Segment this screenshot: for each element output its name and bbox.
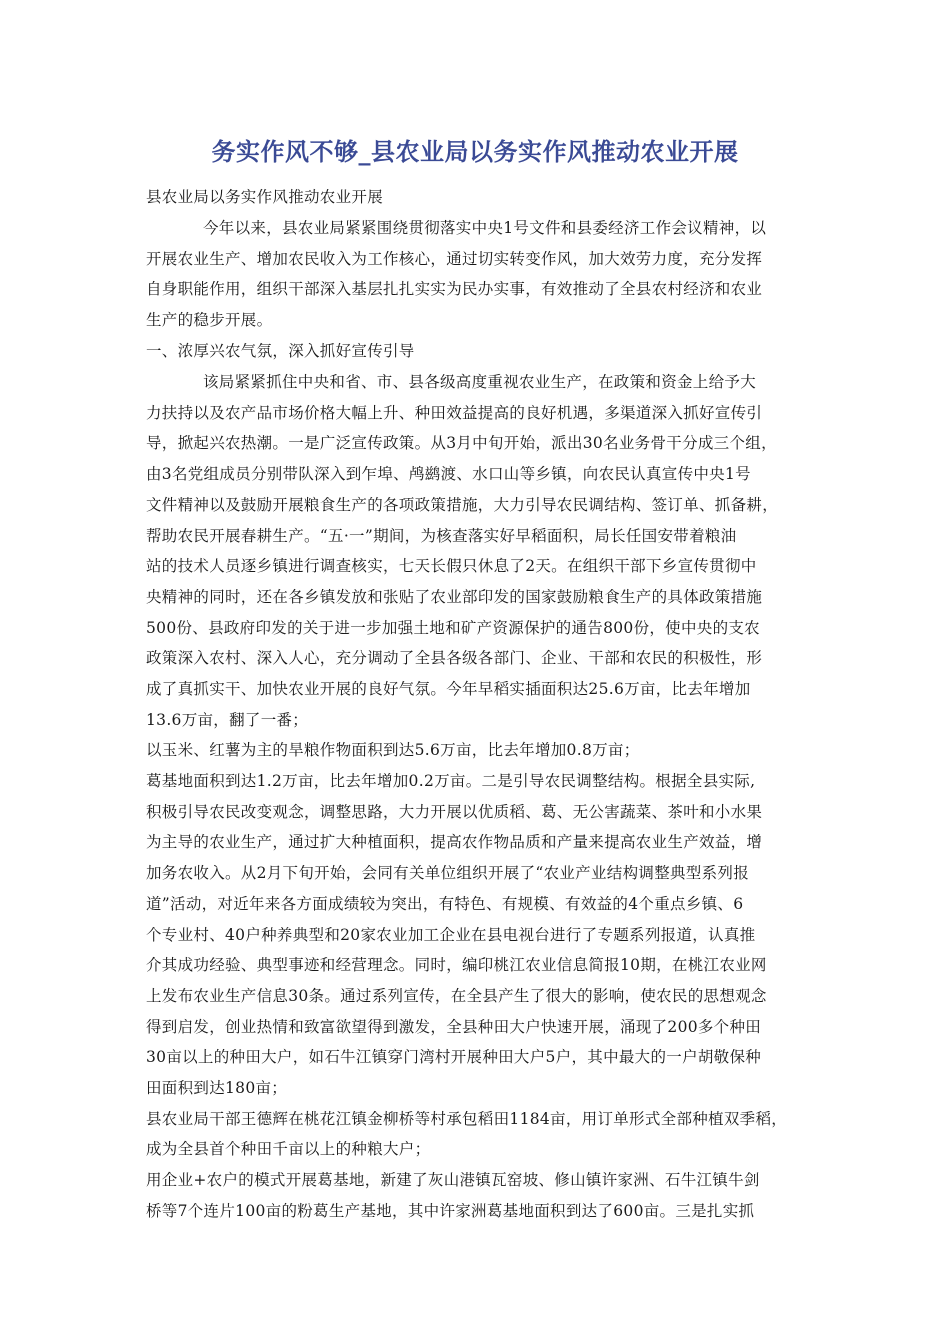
body-text-line: 上发布农业生产信息30条。通过系列宣传，在全县产生了很大的影响，使农民的思想观念: [146, 987, 767, 1005]
document-title: 务实作风不够_县农业局以务实作风推动农业开展: [211, 138, 739, 166]
body-text-line: 500份、县政府印发的关于进一步加强土地和矿产资源保护的通告800份，使中央的支农: [146, 619, 760, 637]
body-text-line: 生产的稳步开展。: [146, 311, 273, 329]
body-text-line: 用企业+农户的模式开展葛基地，新建了灰山港镇瓦窑坡、修山镇许家洲、石牛江镇牛剑: [146, 1171, 760, 1189]
body-text-line: 加务农收入。从2月下旬开始，会同有关单位组织开展了“农业产业结构调整典型系列报: [146, 864, 749, 882]
body-text-line: 葛基地面积到达1.2万亩，比去年增加0.2万亩。二是引导农民调整结构。根据全县实际,: [146, 772, 756, 790]
body-text-line: 桥等7个连片100亩的粉葛生产基地，其中许家洲葛基地面积到达了600亩。三是扎实抓: [146, 1202, 755, 1220]
body-text-line: 成为全县首个种田千亩以上的种粮大户；: [146, 1140, 431, 1158]
body-text-line: 成了真抓实干、加快农业开展的良好气氛。今年早稻实插面积达25.6万亩，比去年增加: [146, 680, 751, 698]
body-text-line: 为主导的农业生产，通过扩大种植面积，提高农作物品质和产量来提高农业生产效益，增: [146, 833, 763, 851]
body-text-line: 13.6万亩，翻了一番；: [146, 711, 309, 729]
body-text-line: 个专业村、40户种养典型和20家农业加工企业在县电视台进行了专题系列报道，认真推: [146, 926, 756, 944]
section-heading: 一、浓厚兴农气氛，深入抓好宣传引导: [146, 342, 415, 360]
body-text-line: 道”活动，对近年来各方面成绩较为突出，有特色、有规模、有效益的4个重点乡镇、6: [146, 895, 744, 913]
body-text-line: 政策深入农村、深入人心，充分调动了全县各级各部门、企业、干部和农民的积极性，形: [146, 649, 763, 667]
body-text-line: 导，掀起兴农热潮。一是广泛宣传政策。从3月中旬开始，派出30名业务骨干分成三个组，: [146, 434, 777, 452]
body-text-line: 开展农业生产、增加农民收入为工作核心，通过切实转变作风，加大效劳力度，充分发挥: [146, 250, 763, 268]
body-text-line: 帮助农民开展春耕生产。“五·一”期间，为核查落实好早稻面积，局长任国安带着粮油: [146, 527, 737, 545]
body-text-line: 县农业局干部王德辉在桃花江镇金柳桥等村承包稻田1184亩，用订单形式全部种植双季稻，: [146, 1110, 788, 1128]
body-text-line: 田面积到达180亩；: [146, 1079, 288, 1097]
body-text-line: 介其成功经验、典型事迹和经营理念。同时，编印桃江农业信息简报10期，在桃江农业网: [146, 956, 767, 974]
body-text-line: 由3名党组成员分别带队深入到乍埠、鸬鹚渡、水口山等乡镇，向农民认真宣传中央1号: [146, 465, 751, 483]
body-text-line: 央精神的同时，还在各乡镇发放和张贴了农业部印发的国家鼓励粮食生产的具体政策措施: [146, 588, 763, 606]
body-text-line: 以玉米、红薯为主的旱粮作物面积到达5.6万亩，比去年增加0.8万亩；: [146, 741, 640, 759]
body-text-line: 站的技术人员逐乡镇进行调查核实，七天长假只休息了2天。在组织干部下乡宣传贯彻中: [146, 557, 757, 575]
body-text-line: 力扶持以及农产品市场价格大幅上升、种田效益提高的良好机遇，多渠道深入抓好宣传引: [146, 404, 763, 422]
body-text-line: 30亩以上的种田大户，如石牛江镇穿门湾村开展种田大户5户，其中最大的一户胡敬保种: [146, 1048, 762, 1066]
body-text-line: 得到启发，创业热情和致富欲望得到激发，全县种田大户快速开展，涌现了200多个种田: [146, 1018, 762, 1036]
body-text-line: 今年以来，县农业局紧紧围绕贯彻落实中央1号文件和县委经济工作会议精神，以: [203, 219, 767, 237]
body-text-line: 该局紧紧抓住中央和省、市、县各级高度重视农业生产，在政策和资金上给予大: [203, 373, 757, 391]
body-text-line: 积极引导农民改变观念，调整思路，大力开展以优质稻、葛、无公害蔬菜、茶叶和小水果: [146, 803, 763, 821]
body-text-line: 自身职能作用，组织干部深入基层扎扎实实为民办实事，有效推动了全县农村经济和农业: [146, 280, 763, 298]
body-text-line: 文件精神以及鼓励开展粮食生产的各项政策措施，大力引导农民调结构、签订单、抓备耕，: [146, 496, 779, 514]
document-subtitle: 县农业局以务实作风推动农业开展: [146, 188, 384, 206]
